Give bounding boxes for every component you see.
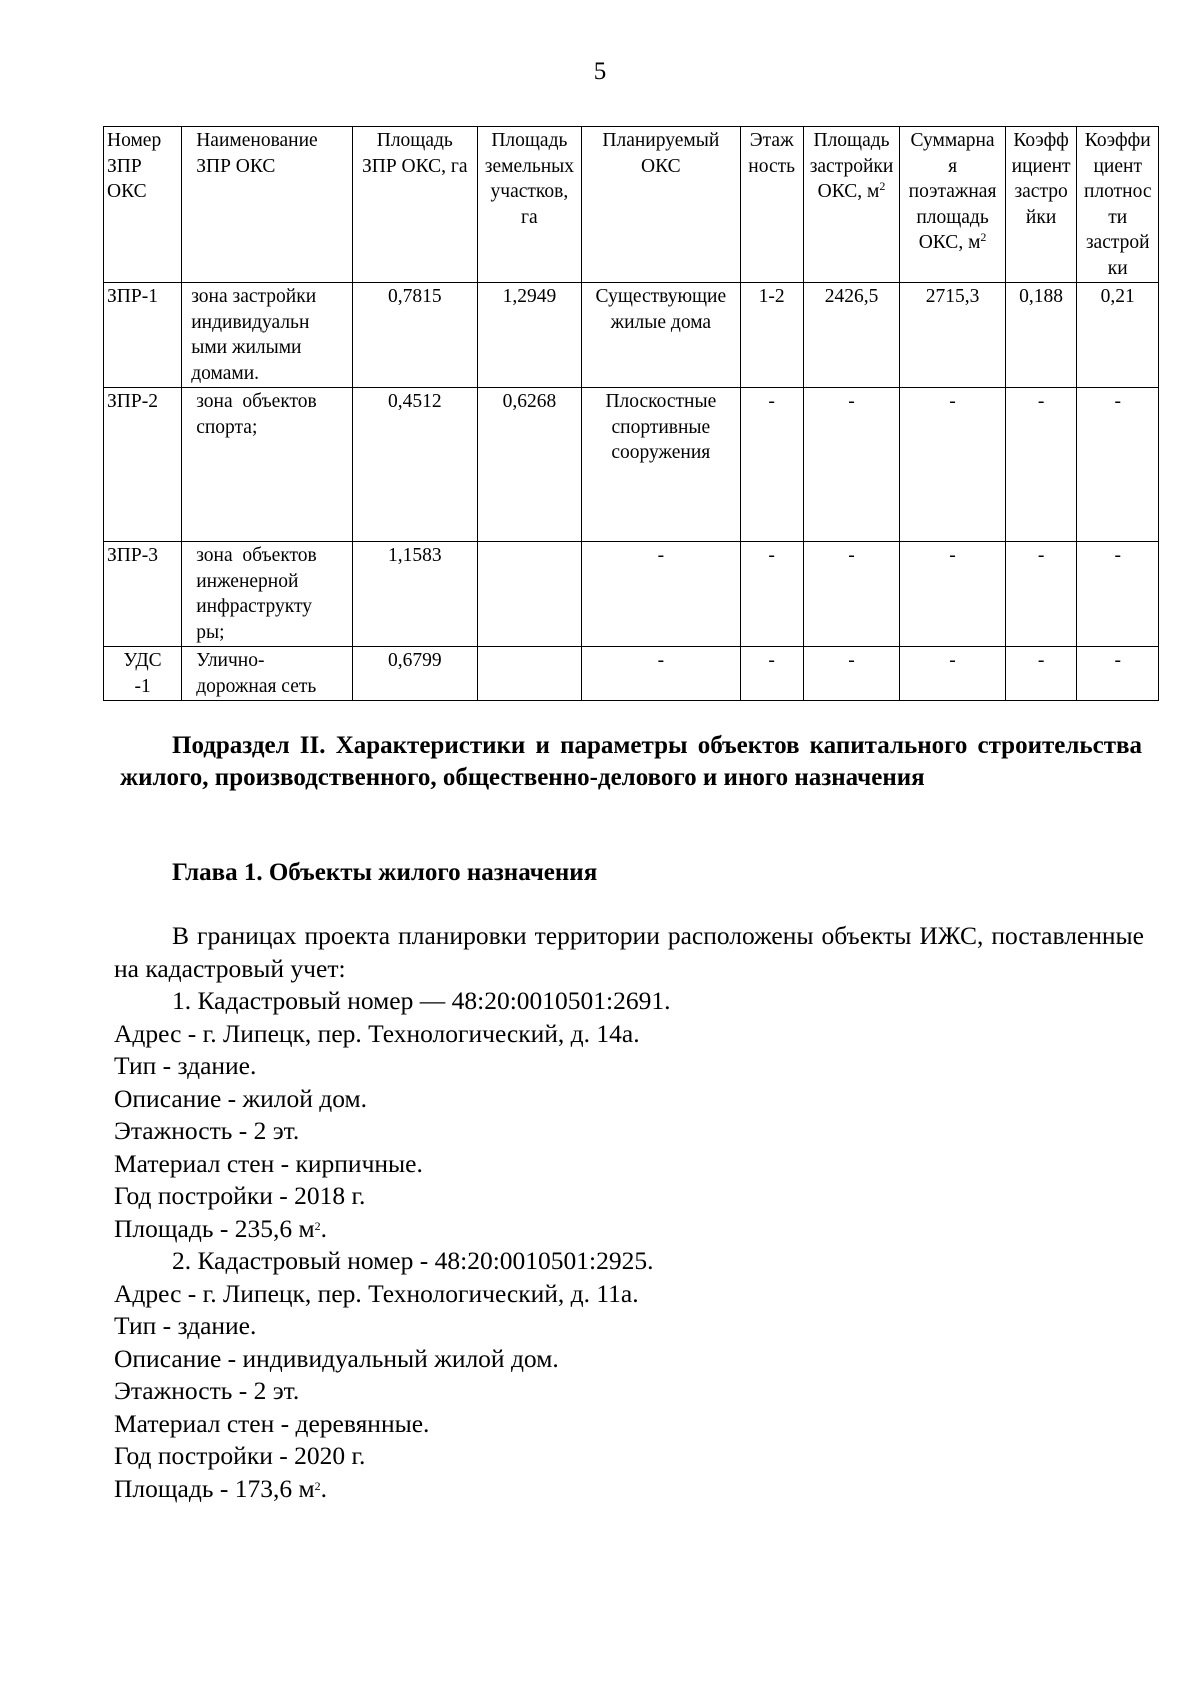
cell-floors: - [740,542,803,647]
zones-table [103,126,1159,701]
chapter-heading: Глава 1. Объекты жилого назначения [172,859,598,886]
table-row [104,542,1159,647]
item-address: Адрес - г. Липецк, пер. Технологический, д. 14а. [114,1018,640,1048]
cell-coef-density: - [1077,388,1159,542]
header-coef-density: Коэффи циент плотнос ти застрой ки [1077,127,1159,283]
item-year: Год постройки - 2018 г. [114,1181,366,1210]
cell-total-floor-area: - [900,647,1005,701]
cell-planned: - [582,647,741,701]
list-item [114,985,1144,1245]
cell-num: УДС -1 [104,647,182,701]
header-name: Наименование ЗПР ОКС [182,127,353,283]
item-type: Тип - здание. [114,1051,257,1080]
item-description: Описание - жилой дом. [114,1083,368,1113]
cell-name: зона объектов спорта; [182,388,353,542]
table-row [104,283,1159,388]
cell-coef-density: - [1077,647,1159,701]
item-floors: Этажность - 2 эт. [114,1376,300,1405]
header-coef-build: Коэфф ициент застро йки [1005,127,1077,283]
subsection-heading: Подраздел II. Характеристики и параметры объектов капитального строительства жилого, производственного, общественно-делового и иного назначения [120,732,1142,791]
cell-coef-build: - [1005,647,1077,701]
item-material: Материал стен - деревянные. [114,1408,430,1438]
cell-total-floor-area: - [900,542,1005,647]
header-planned: Планируемый ОКС [582,127,741,283]
cell-num: ЗПР-2 [104,388,182,542]
cell-area-land [477,542,581,647]
cell-area-zpr: 1,1583 [352,542,477,647]
item-address: Адрес - г. Липецк, пер. Технологический, д. 11а. [114,1278,639,1308]
cell-area-land: 0,6268 [477,388,581,542]
cell-planned: Существующие жилые дома [582,283,741,388]
cell-area-land [477,647,581,701]
cell-floors: - [740,647,803,701]
cell-area-land: 1,2949 [477,283,581,388]
table-header-row [104,127,1159,283]
cell-floors: - [740,388,803,542]
item-area: Площадь - 235,6 $м^2$. [114,1213,327,1243]
item-year: Год постройки - 2020 г. [114,1441,366,1470]
item-area: Площадь - 173,6 $м^2$. [114,1473,327,1503]
header-area-land: Площадь земельных участков, га [477,127,581,283]
cell-area-zpr: 0,7815 [352,283,477,388]
cell-area-build: 2426,5 [803,283,900,388]
item-floors: Этажность - 2 эт. [114,1116,300,1145]
table-row [104,647,1159,701]
cell-name: Улично- дорожная сеть [182,647,353,701]
header-num: Номер ЗПР ОКС [104,127,182,283]
cell-name: зона объектов инженерной инфраструкту ры; [182,542,353,647]
cell-num: ЗПР-3 [104,542,182,647]
cell-num: ЗПР-1 [104,283,182,388]
cell-area-build: - [803,542,900,647]
cell-planned: Плоскостные спортивные сооружения [582,388,741,542]
cell-floors: 1-2 [740,283,803,388]
intro-paragraph: В границах проекта планировки территории расположены объекты ИЖС, поставленные на кадастровый учет: [114,921,1144,983]
list-item [114,1245,1144,1505]
cell-total-floor-area: - [900,388,1005,542]
cell-area-zpr: 0,6799 [352,647,477,701]
cell-area-build: - [803,388,900,542]
item-type: Тип - здание. [114,1311,257,1340]
cell-coef-density: - [1077,542,1159,647]
header-total-floor-area: Суммарна я поэтажная площадь ОКС, $м^2$ [900,127,1005,283]
header-area-zpr: Площадь ЗПР ОКС, га [352,127,477,283]
table-row [104,388,1159,542]
item-description: Описание - индивидуальный жилой дом. [114,1343,559,1373]
document-body [114,920,1144,1505]
header-area-build: Площадь застройки ОКС, $м^2$ [803,127,900,283]
cell-name: зона застройки индивидуальн ыми жилыми домами. [182,283,353,388]
page-number: 5 [593,58,607,85]
cell-coef-density: 0,21 [1077,283,1159,388]
cell-planned: - [582,542,741,647]
cell-coef-build: - [1005,542,1077,647]
cell-area-zpr: 0,4512 [352,388,477,542]
header-floors: Этаж ность [740,127,803,283]
cell-total-floor-area: 2715,3 [900,283,1005,388]
cell-coef-build: - [1005,388,1077,542]
item-material: Материал стен - кирпичные. [114,1148,423,1178]
item-number-line: 1. Кадастровый номер — 48:20:0010501:2691. [172,986,671,1015]
cell-area-build: - [803,647,900,701]
item-number-line: 2. Кадастровый номер - 48:20:0010501:2925. [172,1246,654,1275]
cell-coef-build: 0,188 [1005,283,1077,388]
